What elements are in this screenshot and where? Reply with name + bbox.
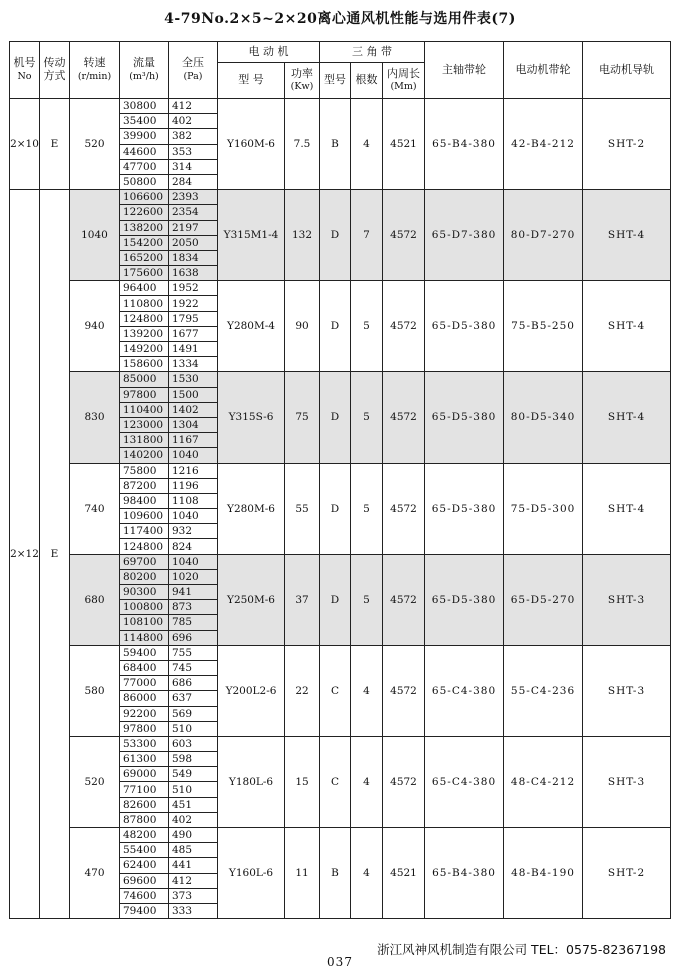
main-pulley-cell: 65-D5-380 bbox=[425, 463, 504, 554]
flow-cell: 87800 bbox=[120, 812, 169, 827]
flow-cell: 110400 bbox=[120, 402, 169, 417]
fan-model-cell: 2×12 bbox=[10, 190, 40, 919]
main-pulley-cell: 65-B4-380 bbox=[425, 99, 504, 190]
flow-cell: 158600 bbox=[120, 357, 169, 372]
flow-cell: 53300 bbox=[120, 736, 169, 751]
speed-cell: 520 bbox=[70, 736, 120, 827]
pressure-cell: 1040 bbox=[169, 554, 218, 569]
pressure-cell: 353 bbox=[169, 144, 218, 159]
flow-cell: 85000 bbox=[120, 372, 169, 387]
main-pulley-cell: 65-D5-380 bbox=[425, 554, 504, 645]
flow-cell: 30800 bbox=[120, 99, 169, 114]
flow-cell: 80200 bbox=[120, 569, 169, 584]
main-pulley-cell: 65-D5-380 bbox=[425, 281, 504, 372]
flow-cell: 50800 bbox=[120, 174, 169, 189]
speed-cell: 580 bbox=[70, 645, 120, 736]
page-number: 037 bbox=[327, 955, 353, 969]
pressure-cell: 2197 bbox=[169, 220, 218, 235]
header-vbelt: 三 角 带 bbox=[320, 42, 425, 63]
flow-cell: 124800 bbox=[120, 311, 169, 326]
motor-type-cell: Y315M1-4 bbox=[218, 190, 285, 281]
motor-pulley-cell: 48-B4-190 bbox=[504, 828, 583, 919]
motor-power-cell: 75 bbox=[285, 372, 320, 463]
belt-count-cell: 5 bbox=[351, 554, 383, 645]
speed-cell: 740 bbox=[70, 463, 120, 554]
flow-cell: 117400 bbox=[120, 524, 169, 539]
flow-cell: 165200 bbox=[120, 250, 169, 265]
belt-count-cell: 5 bbox=[351, 281, 383, 372]
header-speed: 转速 (r/min) bbox=[70, 42, 120, 99]
belt-length-cell: 4572 bbox=[383, 190, 425, 281]
flow-cell: 62400 bbox=[120, 858, 169, 873]
table-row bbox=[10, 190, 671, 205]
pressure-cell: 412 bbox=[169, 873, 218, 888]
pressure-cell: 1500 bbox=[169, 387, 218, 402]
pressure-cell: 2050 bbox=[169, 235, 218, 250]
pressure-cell: 1334 bbox=[169, 357, 218, 372]
pressure-cell: 637 bbox=[169, 691, 218, 706]
table-row bbox=[10, 645, 671, 660]
flow-cell: 87200 bbox=[120, 478, 169, 493]
main-pulley-cell: 65-D5-380 bbox=[425, 372, 504, 463]
pressure-cell: 696 bbox=[169, 630, 218, 645]
speed-cell: 940 bbox=[70, 281, 120, 372]
pressure-cell: 549 bbox=[169, 767, 218, 782]
belt-type-cell: D bbox=[320, 281, 351, 372]
pressure-cell: 745 bbox=[169, 660, 218, 675]
motor-type-cell: Y315S-6 bbox=[218, 372, 285, 463]
pressure-cell: 873 bbox=[169, 600, 218, 615]
pressure-cell: 402 bbox=[169, 812, 218, 827]
company-footer: 浙江风神风机制造有限公司 TEL：0575-82367198 bbox=[377, 942, 666, 957]
belt-count-cell: 4 bbox=[351, 99, 383, 190]
speed-cell: 520 bbox=[70, 99, 120, 190]
flow-cell: 68400 bbox=[120, 660, 169, 675]
pressure-cell: 2393 bbox=[169, 190, 218, 205]
flow-cell: 97800 bbox=[120, 387, 169, 402]
belt-length-cell: 4572 bbox=[383, 463, 425, 554]
flow-cell: 100800 bbox=[120, 600, 169, 615]
flow-cell: 106600 bbox=[120, 190, 169, 205]
motor-type-cell: Y160M-6 bbox=[218, 99, 285, 190]
motor-pulley-cell: 48-C4-212 bbox=[504, 736, 583, 827]
pressure-cell: 785 bbox=[169, 615, 218, 630]
motor-type-cell: Y250M-6 bbox=[218, 554, 285, 645]
pressure-cell: 2354 bbox=[169, 205, 218, 220]
flow-cell: 47700 bbox=[120, 159, 169, 174]
drive-mode-cell: E bbox=[40, 190, 70, 919]
flow-cell: 140200 bbox=[120, 448, 169, 463]
pressure-cell: 1491 bbox=[169, 342, 218, 357]
pressure-cell: 333 bbox=[169, 903, 218, 918]
pressure-cell: 510 bbox=[169, 782, 218, 797]
belt-length-cell: 4521 bbox=[383, 828, 425, 919]
belt-count-cell: 4 bbox=[351, 736, 383, 827]
belt-count-cell: 4 bbox=[351, 828, 383, 919]
flow-cell: 44600 bbox=[120, 144, 169, 159]
flow-cell: 86000 bbox=[120, 691, 169, 706]
header-motor-pulley: 电动机带轮 bbox=[504, 42, 583, 99]
flow-cell: 98400 bbox=[120, 493, 169, 508]
pressure-cell: 1040 bbox=[169, 448, 218, 463]
motor-power-cell: 37 bbox=[285, 554, 320, 645]
motor-pulley-cell: 55-C4-236 bbox=[504, 645, 583, 736]
belt-length-cell: 4572 bbox=[383, 736, 425, 827]
pressure-cell: 941 bbox=[169, 585, 218, 600]
belt-type-cell: C bbox=[320, 645, 351, 736]
flow-cell: 75800 bbox=[120, 463, 169, 478]
pressure-cell: 485 bbox=[169, 843, 218, 858]
table-row bbox=[10, 554, 671, 569]
flow-cell: 69600 bbox=[120, 873, 169, 888]
flow-cell: 124800 bbox=[120, 539, 169, 554]
flow-cell: 97800 bbox=[120, 721, 169, 736]
speed-cell: 830 bbox=[70, 372, 120, 463]
motor-type-cell: Y160L-6 bbox=[218, 828, 285, 919]
table-row bbox=[10, 736, 671, 751]
motor-pulley-cell: 42-B4-212 bbox=[504, 99, 583, 190]
pressure-cell: 1216 bbox=[169, 463, 218, 478]
speed-cell: 470 bbox=[70, 828, 120, 919]
belt-type-cell: B bbox=[320, 99, 351, 190]
flow-cell: 122600 bbox=[120, 205, 169, 220]
belt-length-cell: 4572 bbox=[383, 645, 425, 736]
pressure-cell: 314 bbox=[169, 159, 218, 174]
belt-count-cell: 5 bbox=[351, 372, 383, 463]
flow-cell: 96400 bbox=[120, 281, 169, 296]
motor-type-cell: Y180L-6 bbox=[218, 736, 285, 827]
motor-power-cell: 22 bbox=[285, 645, 320, 736]
flow-cell: 69000 bbox=[120, 767, 169, 782]
pressure-cell: 932 bbox=[169, 524, 218, 539]
header-main-pulley: 主轴带轮 bbox=[425, 42, 504, 99]
motor-rail-cell: SHT-4 bbox=[583, 281, 671, 372]
flow-cell: 74600 bbox=[120, 888, 169, 903]
pressure-cell: 441 bbox=[169, 858, 218, 873]
motor-rail-cell: SHT-2 bbox=[583, 99, 671, 190]
belt-type-cell: C bbox=[320, 736, 351, 827]
spec-table bbox=[9, 41, 671, 919]
header-belt-type: 型号 bbox=[320, 63, 351, 99]
fan-model-cell: 2×10 bbox=[10, 99, 40, 190]
header-motor-rail: 电动机导轨 bbox=[583, 42, 671, 99]
flow-cell: 154200 bbox=[120, 235, 169, 250]
motor-power-cell: 90 bbox=[285, 281, 320, 372]
header-motor-type: 型 号 bbox=[218, 63, 285, 99]
pressure-cell: 1040 bbox=[169, 509, 218, 524]
belt-type-cell: D bbox=[320, 554, 351, 645]
table-row bbox=[10, 99, 671, 114]
motor-rail-cell: SHT-4 bbox=[583, 190, 671, 281]
header-motor: 电 动 机 bbox=[218, 42, 320, 63]
belt-type-cell: D bbox=[320, 372, 351, 463]
pressure-cell: 490 bbox=[169, 828, 218, 843]
table-row bbox=[10, 828, 671, 843]
flow-cell: 149200 bbox=[120, 342, 169, 357]
flow-cell: 79400 bbox=[120, 903, 169, 918]
speed-cell: 1040 bbox=[70, 190, 120, 281]
motor-rail-cell: SHT-2 bbox=[583, 828, 671, 919]
pressure-cell: 402 bbox=[169, 114, 218, 129]
pressure-cell: 598 bbox=[169, 752, 218, 767]
flow-cell: 90300 bbox=[120, 585, 169, 600]
motor-pulley-cell: 75-B5-250 bbox=[504, 281, 583, 372]
flow-cell: 131800 bbox=[120, 433, 169, 448]
belt-count-cell: 7 bbox=[351, 190, 383, 281]
main-pulley-cell: 65-B4-380 bbox=[425, 828, 504, 919]
pressure-cell: 1638 bbox=[169, 266, 218, 281]
motor-rail-cell: SHT-4 bbox=[583, 372, 671, 463]
main-pulley-cell: 65-C4-380 bbox=[425, 736, 504, 827]
flow-cell: 114800 bbox=[120, 630, 169, 645]
flow-cell: 123000 bbox=[120, 417, 169, 432]
pressure-cell: 755 bbox=[169, 645, 218, 660]
pressure-cell: 1677 bbox=[169, 326, 218, 341]
motor-power-cell: 55 bbox=[285, 463, 320, 554]
pressure-cell: 1952 bbox=[169, 281, 218, 296]
motor-power-cell: 7.5 bbox=[285, 99, 320, 190]
pressure-cell: 1834 bbox=[169, 250, 218, 265]
pressure-cell: 1108 bbox=[169, 493, 218, 508]
motor-pulley-cell: 65-D5-270 bbox=[504, 554, 583, 645]
flow-cell: 139200 bbox=[120, 326, 169, 341]
motor-power-cell: 11 bbox=[285, 828, 320, 919]
flow-cell: 108100 bbox=[120, 615, 169, 630]
header-drive-mode: 传动 方式 bbox=[40, 42, 70, 99]
pressure-cell: 382 bbox=[169, 129, 218, 144]
flow-cell: 61300 bbox=[120, 752, 169, 767]
pressure-cell: 569 bbox=[169, 706, 218, 721]
flow-cell: 59400 bbox=[120, 645, 169, 660]
belt-type-cell: D bbox=[320, 463, 351, 554]
motor-power-cell: 132 bbox=[285, 190, 320, 281]
motor-type-cell: Y280M-6 bbox=[218, 463, 285, 554]
flow-cell: 35400 bbox=[120, 114, 169, 129]
pressure-cell: 1167 bbox=[169, 433, 218, 448]
belt-length-cell: 4572 bbox=[383, 281, 425, 372]
flow-cell: 92200 bbox=[120, 706, 169, 721]
motor-pulley-cell: 80-D7-270 bbox=[504, 190, 583, 281]
pressure-cell: 412 bbox=[169, 99, 218, 114]
pressure-cell: 603 bbox=[169, 736, 218, 751]
header-motor-power: 功率 (Kw) bbox=[285, 63, 320, 99]
motor-rail-cell: SHT-3 bbox=[583, 645, 671, 736]
drive-mode-cell: E bbox=[40, 99, 70, 190]
flow-cell: 110800 bbox=[120, 296, 169, 311]
motor-rail-cell: SHT-4 bbox=[583, 463, 671, 554]
header-belt-count: 根数 bbox=[351, 63, 383, 99]
flow-cell: 109600 bbox=[120, 509, 169, 524]
header-belt-length: 内周长 (Mm) bbox=[383, 63, 425, 99]
main-pulley-cell: 65-D7-380 bbox=[425, 190, 504, 281]
belt-type-cell: B bbox=[320, 828, 351, 919]
pressure-cell: 510 bbox=[169, 721, 218, 736]
header-flow: 流量 (m³/h) bbox=[120, 42, 169, 99]
pressure-cell: 1530 bbox=[169, 372, 218, 387]
flow-cell: 39900 bbox=[120, 129, 169, 144]
pressure-cell: 1795 bbox=[169, 311, 218, 326]
table-row bbox=[10, 463, 671, 478]
flow-cell: 48200 bbox=[120, 828, 169, 843]
flow-cell: 69700 bbox=[120, 554, 169, 569]
pressure-cell: 284 bbox=[169, 174, 218, 189]
motor-type-cell: Y280M-4 bbox=[218, 281, 285, 372]
belt-count-cell: 5 bbox=[351, 463, 383, 554]
belt-length-cell: 4572 bbox=[383, 554, 425, 645]
belt-type-cell: D bbox=[320, 190, 351, 281]
motor-rail-cell: SHT-3 bbox=[583, 736, 671, 827]
belt-count-cell: 4 bbox=[351, 645, 383, 736]
motor-pulley-cell: 75-D5-300 bbox=[504, 463, 583, 554]
flow-cell: 77000 bbox=[120, 676, 169, 691]
pressure-cell: 686 bbox=[169, 676, 218, 691]
table-row bbox=[10, 281, 671, 296]
pressure-cell: 1922 bbox=[169, 296, 218, 311]
motor-rail-cell: SHT-3 bbox=[583, 554, 671, 645]
pressure-cell: 1020 bbox=[169, 569, 218, 584]
flow-cell: 175600 bbox=[120, 266, 169, 281]
belt-length-cell: 4521 bbox=[383, 99, 425, 190]
belt-length-cell: 4572 bbox=[383, 372, 425, 463]
speed-cell: 680 bbox=[70, 554, 120, 645]
motor-power-cell: 15 bbox=[285, 736, 320, 827]
pressure-cell: 1402 bbox=[169, 402, 218, 417]
pressure-cell: 1304 bbox=[169, 417, 218, 432]
pressure-cell: 824 bbox=[169, 539, 218, 554]
flow-cell: 82600 bbox=[120, 797, 169, 812]
table-row bbox=[10, 372, 671, 387]
motor-pulley-cell: 80-D5-340 bbox=[504, 372, 583, 463]
header-pressure: 全压 (Pa) bbox=[169, 42, 218, 99]
header-model-no: 机号 No bbox=[10, 42, 40, 99]
flow-cell: 77100 bbox=[120, 782, 169, 797]
main-pulley-cell: 65-C4-380 bbox=[425, 645, 504, 736]
flow-cell: 55400 bbox=[120, 843, 169, 858]
pressure-cell: 451 bbox=[169, 797, 218, 812]
motor-type-cell: Y200L2-6 bbox=[218, 645, 285, 736]
pressure-cell: 1196 bbox=[169, 478, 218, 493]
document-title: 4-79No.2×5~2×20离心通风机性能与选用件表(7) bbox=[164, 11, 516, 27]
pressure-cell: 373 bbox=[169, 888, 218, 903]
flow-cell: 138200 bbox=[120, 220, 169, 235]
